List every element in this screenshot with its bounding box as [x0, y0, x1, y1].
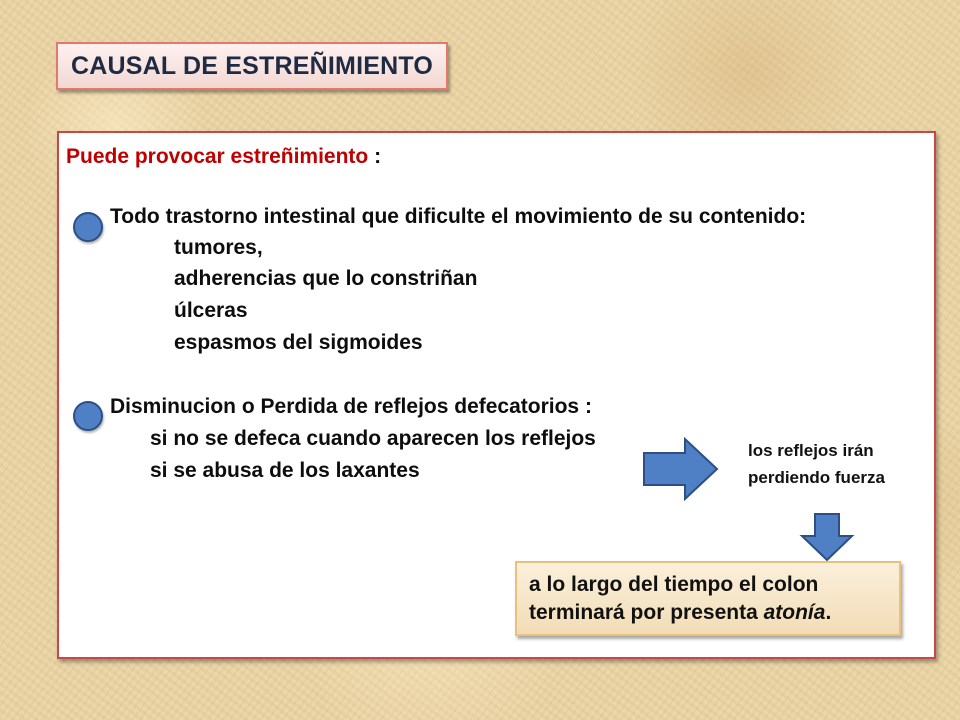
side-note-line: los reflejos irán — [748, 441, 874, 460]
heading-text: Puede provocar estreñimiento — [66, 145, 369, 168]
bullet-1-text: Todo trastorno intestinal que dificulte el movimiento de su contenido: — [110, 205, 807, 228]
conclusion-line-1: a lo largo del tiempo el colon — [529, 573, 819, 596]
bullet-2-text: Disminucion o Perdida de reflejos defecatorios : — [110, 395, 592, 418]
right-arrow-icon — [641, 436, 721, 502]
bullet-2-item: si no se defeca cuando aparecen los reflejos — [150, 427, 596, 450]
title-box — [56, 42, 448, 90]
bullet-1-item: úlceras — [174, 299, 248, 322]
panel-heading — [66, 145, 381, 169]
side-note-line: perdiendo fuerza — [748, 468, 885, 487]
bullet-1-item: tumores, — [174, 236, 263, 259]
conclusion-line-2 — [529, 599, 887, 627]
atonia-emphasis: atonía — [763, 601, 826, 624]
bullet-1-item: adherencias que lo constriñan — [174, 267, 478, 290]
down-arrow-icon — [799, 512, 855, 562]
conclusion-line-2-text: terminará por presenta — [529, 601, 764, 624]
bullet-circle-icon — [73, 212, 103, 242]
conclusion-box — [515, 561, 901, 636]
bullet-2-item: si se abusa de los laxantes — [150, 459, 420, 482]
bullet-circle-icon — [73, 401, 103, 431]
slide-title: CAUSAL DE ESTREÑIMIENTO — [70, 51, 434, 80]
bullet-1-item: espasmos del sigmoides — [174, 331, 423, 354]
heading-colon: : — [368, 145, 382, 168]
conclusion-period: . — [825, 601, 832, 624]
